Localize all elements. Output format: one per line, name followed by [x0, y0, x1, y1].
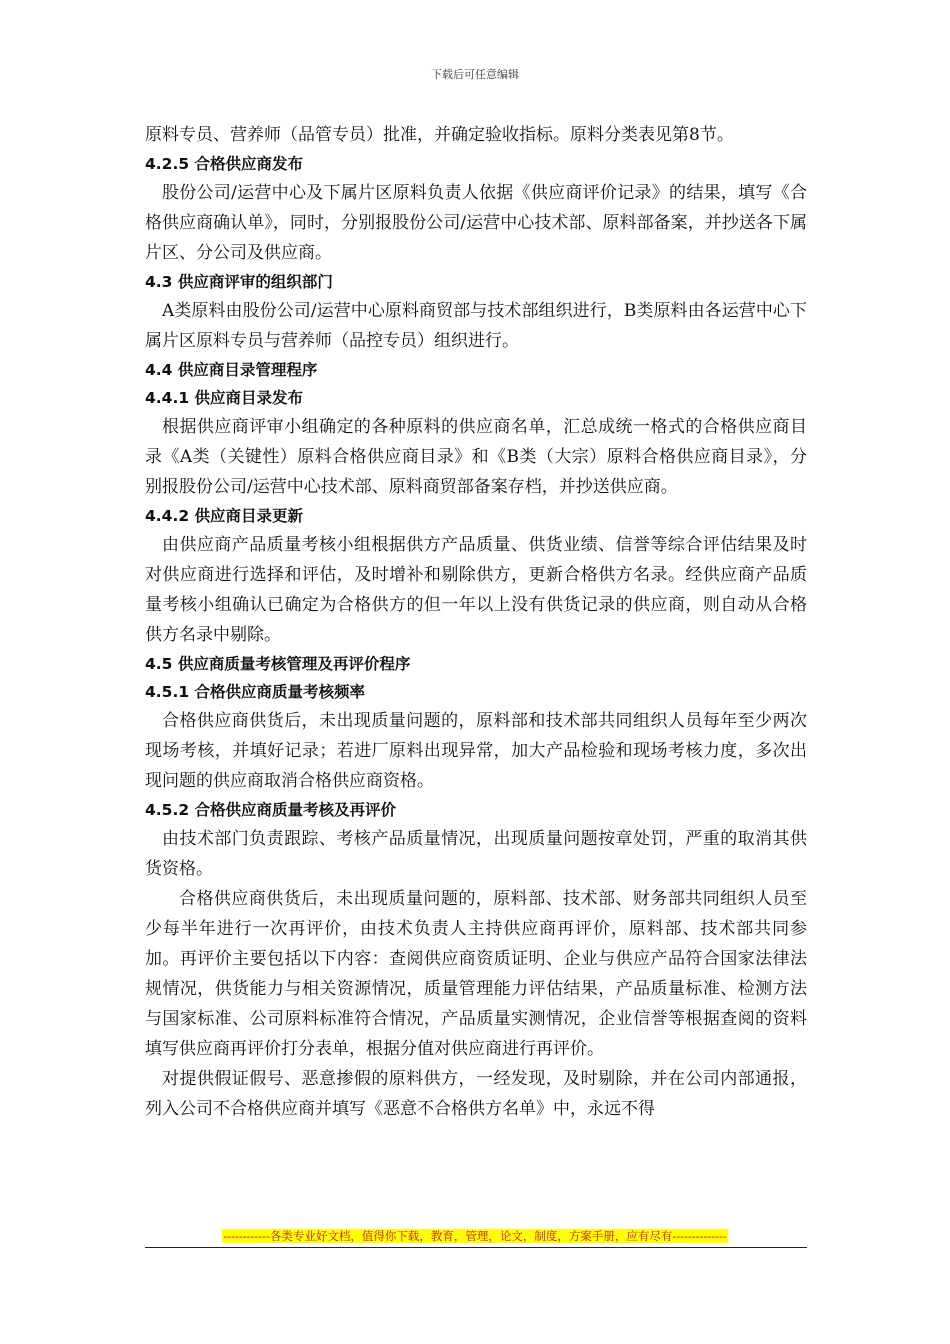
- paragraph: 对提供假证假号、恶意掺假的原料供方，一经发现，及时剔除，并在公司内部通报，列入公司不合格供应商并填写《恶意不合格供方名单》中，永远不得: [145, 1069, 807, 1119]
- section-heading-4-4-1: 4.4.1 供应商目录发布: [145, 389, 304, 407]
- section-heading-4-5-2: 4.5.2 合格供应商质量考核及再评价: [145, 801, 397, 819]
- footer-divider: [145, 1247, 807, 1248]
- paragraph: 由技术部门负责跟踪、考核产品质量情况，出现质量问题按章处罚，严重的取消其供货资格。: [145, 829, 807, 879]
- paragraph: 股份公司/运营中心及下属片区原料负责人依据《供应商评价记录》的结果，填写《合格供应商确认单》，同时，分别报股份公司/运营中心技术部、原料部备案，并抄送各下属片区、分公司及供应商。: [145, 183, 807, 263]
- paragraph: 合格供应商供货后，未出现质量问题的，原料部和技术部共同组织人员每年至少两次现场考核，并填好记录；若进厂原料出现异常，加大产品检验和现场考核力度，多次出现问题的供应商取消合格供应商资格。: [145, 711, 807, 791]
- section-heading-4-4-2: 4.4.2 供应商目录更新: [145, 507, 304, 525]
- paragraph: 原料专员、营养师（品管专员）批准，并确定验收指标。原料分类表见第8节。: [145, 125, 734, 145]
- paragraph: 根据供应商评审小组确定的各种原料的供应商名单，汇总成统一格式的合格供应商目录《A类（关键性）原料合格供应商目录》和《B类（大宗）原料合格供应商目录》，分别报股份公司/运营中心技术部、原料商贸部备案存档，并抄送供应商。: [145, 417, 807, 497]
- section-heading-4-5: 4.5 供应商质量考核管理及再评价程序: [145, 655, 411, 673]
- section-heading-4-3: 4.3 供应商评审的组织部门: [145, 273, 333, 291]
- section-heading-4-4: 4.4 供应商目录管理程序: [145, 361, 318, 379]
- paragraph: 由供应商产品质量考核小组根据供方产品质量、供货业绩、信誉等综合评估结果及时对供应商进行选择和评估，及时增补和剔除供方，更新合格供方名录。经供应商产品质量考核小组确认已确定为合格供方的但一年以上没有供货记录的供应商，则自动从合格供方名录中剔除。: [145, 535, 807, 645]
- section-heading-4-5-1: 4.5.1 合格供应商质量考核频率: [145, 683, 366, 701]
- footer-banner: [0, 1228, 950, 1244]
- footer-banner-text: ------------各类专业好文档，值得你下载，教育，管理，论文，制度，方案手册，应有尽有--------------: [223, 1229, 727, 1243]
- paragraph: A类原料由股份公司/运营中心原料商贸部与技术部组织进行，B类原料由各运营中心下属片区原料专员与营养师（品控专员）组织进行。: [145, 301, 807, 351]
- header-note: 下载后可任意编辑: [431, 68, 519, 81]
- section-heading-4-2-5: 4.2.5 合格供应商发布: [145, 155, 304, 173]
- document-body: [145, 120, 807, 1124]
- paragraph: 合格供应商供货后，未出现质量问题的，原料部、技术部、财务部共同组织人员至少每半年进行一次再评价，由技术负责人主持供应商再评价，原料部、技术部共同参加。再评价主要包括以下内容：查阅供应商资质证明、企业与供应产品符合国家法律法规情况，供货能力与相关资源情况，质量管理能力评估结果，产品质量标准、检测方法与国家标准、公司原料标准符合情况，产品质量实测情况，企业信誉等根据查阅的资料填写供应商再评价打分表单，根据分值对供应商进行再评价。: [145, 889, 807, 1059]
